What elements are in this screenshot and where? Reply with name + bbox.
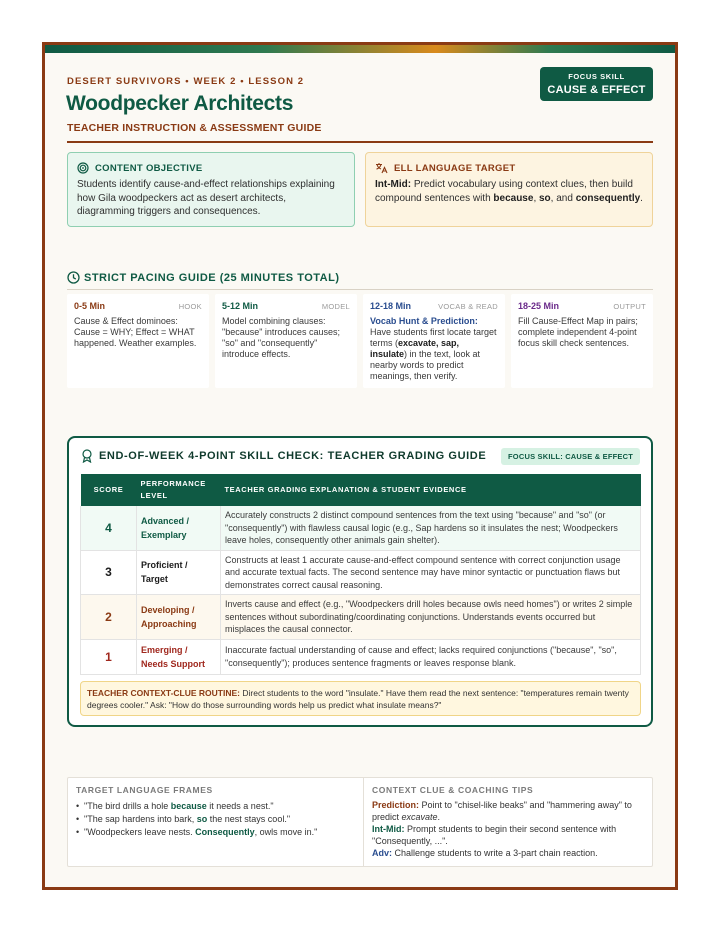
ell-text-part: , <box>533 192 539 204</box>
award-icon <box>81 449 93 463</box>
frame-text: "The sap hardens into bark, <box>84 814 197 824</box>
ell-keyword: because <box>493 192 534 204</box>
tip-int-mid <box>372 824 644 847</box>
pacing-step-tag: HOOK <box>178 302 202 311</box>
frame-text: "Woodpeckers leave nests. <box>84 827 196 837</box>
focus-skill-value: CAUSE & EFFECT <box>547 84 646 96</box>
ell-target-heading: ELL LANGUAGE TARGET <box>394 162 516 174</box>
routine-label: TEACHER CONTEXT-CLUE ROUTINE: <box>87 688 240 698</box>
header-gradient-bar <box>45 45 675 53</box>
level-cell: Emerging / Needs Support <box>137 639 221 674</box>
level-cell: Advanced / Exemplary <box>137 506 221 550</box>
coaching-tips-section <box>364 778 652 866</box>
tip-advanced <box>372 848 644 860</box>
focus-skill-label: FOCUS SKILL <box>568 72 625 81</box>
pacing-guide-heading: STRICT PACING GUIDE (25 MINUTES TOTAL) <box>84 271 340 284</box>
frame-text: it needs a nest." <box>206 801 274 811</box>
ell-target-card <box>365 152 653 227</box>
explanation-cell: Accurately constructs 2 distinct compound sentences from the text using "because" and "so" (or "consequently") with flawless causal logic (e.g., Sap hardens so it insulates the nest; Woodpeckers leave holes, consequently other animals gain shelter). <box>221 506 641 550</box>
tip-text: Challenge students to write a 3-part chain reaction. <box>392 848 598 858</box>
tip-label: Adv: <box>372 848 392 858</box>
grading-table-header <box>81 474 641 506</box>
explanation-cell: Inverts cause and effect (e.g., "Woodpeckers drill holes because owls need homes") or writes 2 simple sentences without subordinating/coordinating conjunctions. Understands events occurred but misplaces the causal connector. <box>221 595 641 640</box>
pacing-step-text: Fill Cause-Effect Map in pairs; complete independent 4-point focus skill check sentences. <box>518 316 638 348</box>
page-title: Woodpecker Architects <box>66 92 294 115</box>
bottom-support-panel <box>67 777 653 867</box>
header-divider <box>67 141 653 143</box>
column-header-score: SCORE <box>81 474 137 506</box>
pacing-step-model <box>215 294 357 388</box>
tip-text: . <box>437 811 441 822</box>
ell-target-header <box>375 162 643 174</box>
skill-check-heading: END-OF-WEEK 4-POINT SKILL CHECK: TEACHER GRADING GUIDE <box>99 450 487 462</box>
context-clue-routine <box>80 681 641 716</box>
level-cell: Developing / Approaching <box>137 595 221 640</box>
frame-text: , owls move in." <box>254 827 318 837</box>
ell-text-part: Predict vocabulary using context clues, then build compound sentences with <box>375 179 633 204</box>
content-objective-header <box>77 162 345 174</box>
grading-table <box>80 474 641 675</box>
content-objective-heading: CONTENT OBJECTIVE <box>95 162 203 174</box>
level-cell: Proficient / Target <box>137 550 221 595</box>
ell-text-part: , and <box>550 192 576 204</box>
pacing-step-time: 18-25 Min <box>518 301 560 311</box>
lesson-guide-page <box>42 42 678 890</box>
pacing-step-text: Model combining clauses: "because" introduces causes; "so" and "consequently" introduce effects. <box>222 316 340 359</box>
ell-target-text <box>375 178 643 205</box>
column-header-level: PERFORMANCE LEVEL <box>137 474 221 506</box>
ell-level-label: Int-Mid: <box>375 179 412 190</box>
vocab-terms: excavate, sap, insulate <box>370 338 460 359</box>
language-frames-section <box>68 778 364 866</box>
coaching-tips-heading: CONTEXT CLUE & COACHING TIPS <box>372 785 534 795</box>
pacing-step-hook <box>67 294 209 388</box>
language-frames-heading: TARGET LANGUAGE FRAMES <box>76 785 213 795</box>
explanation-cell: Constructs at least 1 accurate cause-and-effect compound sentence with correct conjunction usage and accurate textual facts. The second sentence may have minor syntactic or punctuation flaws but demonstrates correct causal reasoning. <box>221 550 641 595</box>
column-header-explanation: TEACHER GRADING EXPLANATION & STUDENT EVIDENCE <box>221 474 641 506</box>
skill-check-badge: FOCUS SKILL: CAUSE & EFFECT <box>501 448 640 465</box>
pacing-step-output <box>511 294 653 388</box>
explanation-cell: Inaccurate factual understanding of cause and effect; lacks required conjunctions ("because", "so", "consequently"); produces sentence fragments or leaves response blank. <box>221 639 641 674</box>
routine-text: Direct students to the word "insulate." Have them read the next sentence: "temperatures remain twenty degrees cooler." Ask: "How do those surrounding words help us predict what insulate means?" <box>87 688 629 710</box>
skill-check-header <box>81 449 486 463</box>
list-item <box>76 800 355 813</box>
clock-icon <box>67 271 80 284</box>
list-item <box>76 813 355 826</box>
tip-text: Prompt students to begin their second sentence with "Consequently, ...". <box>372 824 617 846</box>
tip-text: Point to "chisel-like beaks" and "hammering away" to predict <box>372 800 632 822</box>
score-cell: 1 <box>81 639 137 674</box>
frame-text: the nest stays cool." <box>207 814 291 824</box>
frame-keyword: so <box>196 814 208 824</box>
ell-text-part: . <box>640 192 643 204</box>
tip-prediction <box>372 800 644 823</box>
pacing-step-vocab <box>363 294 505 388</box>
pacing-step-time: 5-12 Min <box>222 301 259 311</box>
page-subtitle: TEACHER INSTRUCTION & ASSESSMENT GUIDE <box>67 122 322 134</box>
pacing-step-text: Cause & Effect dominoes: Cause = WHY; Effect = WHAT happened. Weather examples. <box>74 316 197 348</box>
ell-keyword: consequently <box>575 192 641 204</box>
vocab-text-part: ) in the text, look at nearby words to predict meanings, then verify. <box>370 349 481 381</box>
table-row <box>81 506 641 550</box>
pacing-step-tag: VOCAB & READ <box>438 302 498 311</box>
table-row <box>81 595 641 640</box>
pacing-step-tag: MODEL <box>321 302 350 311</box>
focus-skill-badge <box>540 67 653 101</box>
table-row <box>81 550 641 595</box>
ell-keyword: so <box>539 192 551 204</box>
target-icon <box>77 162 89 174</box>
tip-label: Int-Mid: <box>372 824 405 834</box>
frame-keyword: Consequently <box>195 827 255 837</box>
content-objective-card <box>67 152 355 227</box>
score-cell: 4 <box>81 506 137 550</box>
lesson-eyebrow: DESERT SURVIVORS • WEEK 2 • LESSON 2 <box>67 76 305 87</box>
vocab-text-part: Have students first locate target terms ( <box>370 327 497 348</box>
tip-label: Prediction: <box>372 800 420 810</box>
pacing-step-text <box>370 316 498 382</box>
skill-check-panel <box>67 436 653 727</box>
list-item <box>76 826 355 839</box>
pacing-step-time: 12-18 Min <box>370 301 412 311</box>
vocab-hunt-label: Vocab Hunt & Prediction: <box>370 316 478 326</box>
pacing-step-time: 0-5 Min <box>74 301 106 311</box>
table-row <box>81 639 641 674</box>
pacing-divider <box>67 289 653 290</box>
frame-text: "The bird drills a hole <box>84 801 171 811</box>
language-frames-list <box>76 800 355 839</box>
tip-word: excavate <box>401 811 438 822</box>
content-objective-text: Students identify cause-and-effect relationships explaining how Gila woodpeckers act as desert architects, diagramming triggers and consequences. <box>77 179 335 217</box>
pacing-step-tag: OUTPUT <box>613 302 646 311</box>
score-cell: 2 <box>81 595 137 640</box>
pacing-guide-header <box>67 271 340 284</box>
frame-keyword: because <box>170 801 207 811</box>
translate-icon <box>375 162 388 174</box>
score-cell: 3 <box>81 550 137 595</box>
